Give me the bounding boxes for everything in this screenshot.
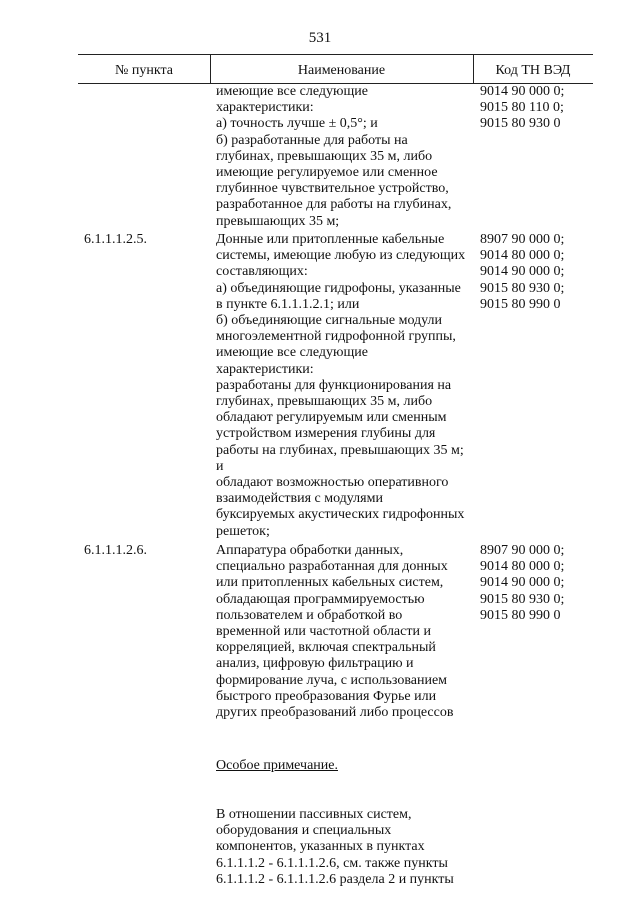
text-line: глубинах, превышающих 35 м, либо <box>216 394 433 410</box>
text-line: 8907 90 000 0; <box>480 543 565 558</box>
text-line: 9015 80 990 0 <box>480 607 561 623</box>
text-line: буксируемых акустических гидрофонных <box>216 507 465 523</box>
text-line: 6.1.1.1.2 - 6.1.1.1.2.6 раздела 2 и пункты <box>216 871 454 887</box>
text-line: устройством измерения глубины для <box>216 426 436 442</box>
text-line: разработаны для функционирования на <box>216 377 452 393</box>
text-line: временной или частотной области и <box>216 624 431 640</box>
text-line: 9014 80 000 0; <box>480 248 565 264</box>
text-line: 9014 90 000 0; <box>480 264 565 280</box>
page-number: 531 <box>308 30 332 46</box>
text-line: оборудования и специальных <box>216 823 392 839</box>
header-code: Код ТН ВЭД <box>495 63 571 78</box>
text-line: и <box>216 458 224 474</box>
text-line: 9015 80 990 0 <box>480 296 561 312</box>
text-line: решеток; <box>216 523 270 539</box>
text-line: Аппаратура обработки данных, <box>216 543 404 558</box>
text-line: а) точность лучше ± 0,5°; и <box>216 116 378 132</box>
text-line: других преобразований либо процессов <box>216 705 454 721</box>
text-line: имеющие все следующие <box>216 84 368 99</box>
text-line: разработанное для работы на глубинах, <box>216 197 452 213</box>
text-line: глубинах, превышающих 35 м, либо <box>216 148 433 164</box>
text-line: в пункте 6.1.1.1.2.1; или <box>216 296 360 312</box>
text-line: многоэлементной гидрофонной группы, <box>216 329 456 345</box>
text-line: обладающая программируемостью <box>216 591 425 607</box>
text-line: 9014 90 000 0; <box>480 84 565 99</box>
note-block <box>216 726 471 904</box>
text-line: обладают возможностью оперативного <box>216 475 449 491</box>
text-line: имеющие все следующие <box>216 345 368 361</box>
row-2-number: 6.1.1.1.2.6. <box>84 543 147 558</box>
text-line: корреляцией, включая спектральный <box>216 640 436 656</box>
text-line: 9015 80 930 0; <box>480 591 565 607</box>
row-1-name <box>216 232 471 540</box>
text-line: 9015 80 110 0; <box>480 100 564 116</box>
text-line: пользователем и обработкой во <box>216 607 403 623</box>
row-0-codes <box>480 84 590 133</box>
header-name: Наименование <box>297 63 386 78</box>
text-line: взаимодействия с модулями <box>216 491 383 507</box>
row-2-name <box>216 543 471 721</box>
text-line: анализ, цифровую фильтрацию и <box>216 656 414 672</box>
text-line: или притопленных кабельных систем, <box>216 575 444 591</box>
text-line: В отношении пассивных систем, <box>216 807 412 823</box>
note-title: Особое примечание. <box>216 758 338 774</box>
text-line: Донные или притопленные кабельные <box>216 232 445 247</box>
text-line: 9014 90 000 0; <box>480 575 565 591</box>
row-1-number: 6.1.1.1.2.5. <box>84 232 147 247</box>
text-line: компонентов, указанных в пунктах <box>216 839 425 855</box>
text-line: превышающих 35 м; <box>216 213 340 229</box>
header-number: № пункта <box>115 63 173 78</box>
text-line: 9014 80 000 0; <box>480 559 565 575</box>
text-line: 6.1.1.1.2 - 6.1.1.1.2.6, см. также пункты <box>216 855 448 871</box>
text-line: формирование луча, с использованием <box>216 672 448 688</box>
text-line: 9015 80 930 0; <box>480 280 565 296</box>
text-line: работы на глубинах, превышающих 35 м; <box>216 442 464 458</box>
text-line: глубинное чувствительное устройство, <box>216 181 449 197</box>
text-line: составляющих: <box>216 264 308 280</box>
row-2-codes <box>480 543 590 624</box>
text-line: специально разработанная для донных <box>216 559 448 575</box>
text-line: 9015 80 930 0 <box>480 116 561 132</box>
text-line: 8907 90 000 0; <box>480 232 565 247</box>
text-line: характеристики: <box>216 100 314 116</box>
text-line: а) объединяющие гидрофоны, указанные <box>216 280 461 296</box>
header-top-rule <box>78 54 593 55</box>
text-line: системы, имеющие любую из следующих <box>216 248 466 264</box>
text-line: имеющие регулируемое или сменное <box>216 165 438 181</box>
text-line: обладают регулируемым или сменным <box>216 410 447 426</box>
text-line: б) объединяющие сигнальные модули <box>216 313 443 329</box>
note-text <box>216 807 471 888</box>
row-1-codes <box>480 232 590 313</box>
text-line: характеристики: <box>216 361 314 377</box>
text-line: б) разработанные для работы на <box>216 132 408 148</box>
row-0-name <box>216 84 471 230</box>
text-line: быстрого преобразования Фурье или <box>216 688 437 704</box>
